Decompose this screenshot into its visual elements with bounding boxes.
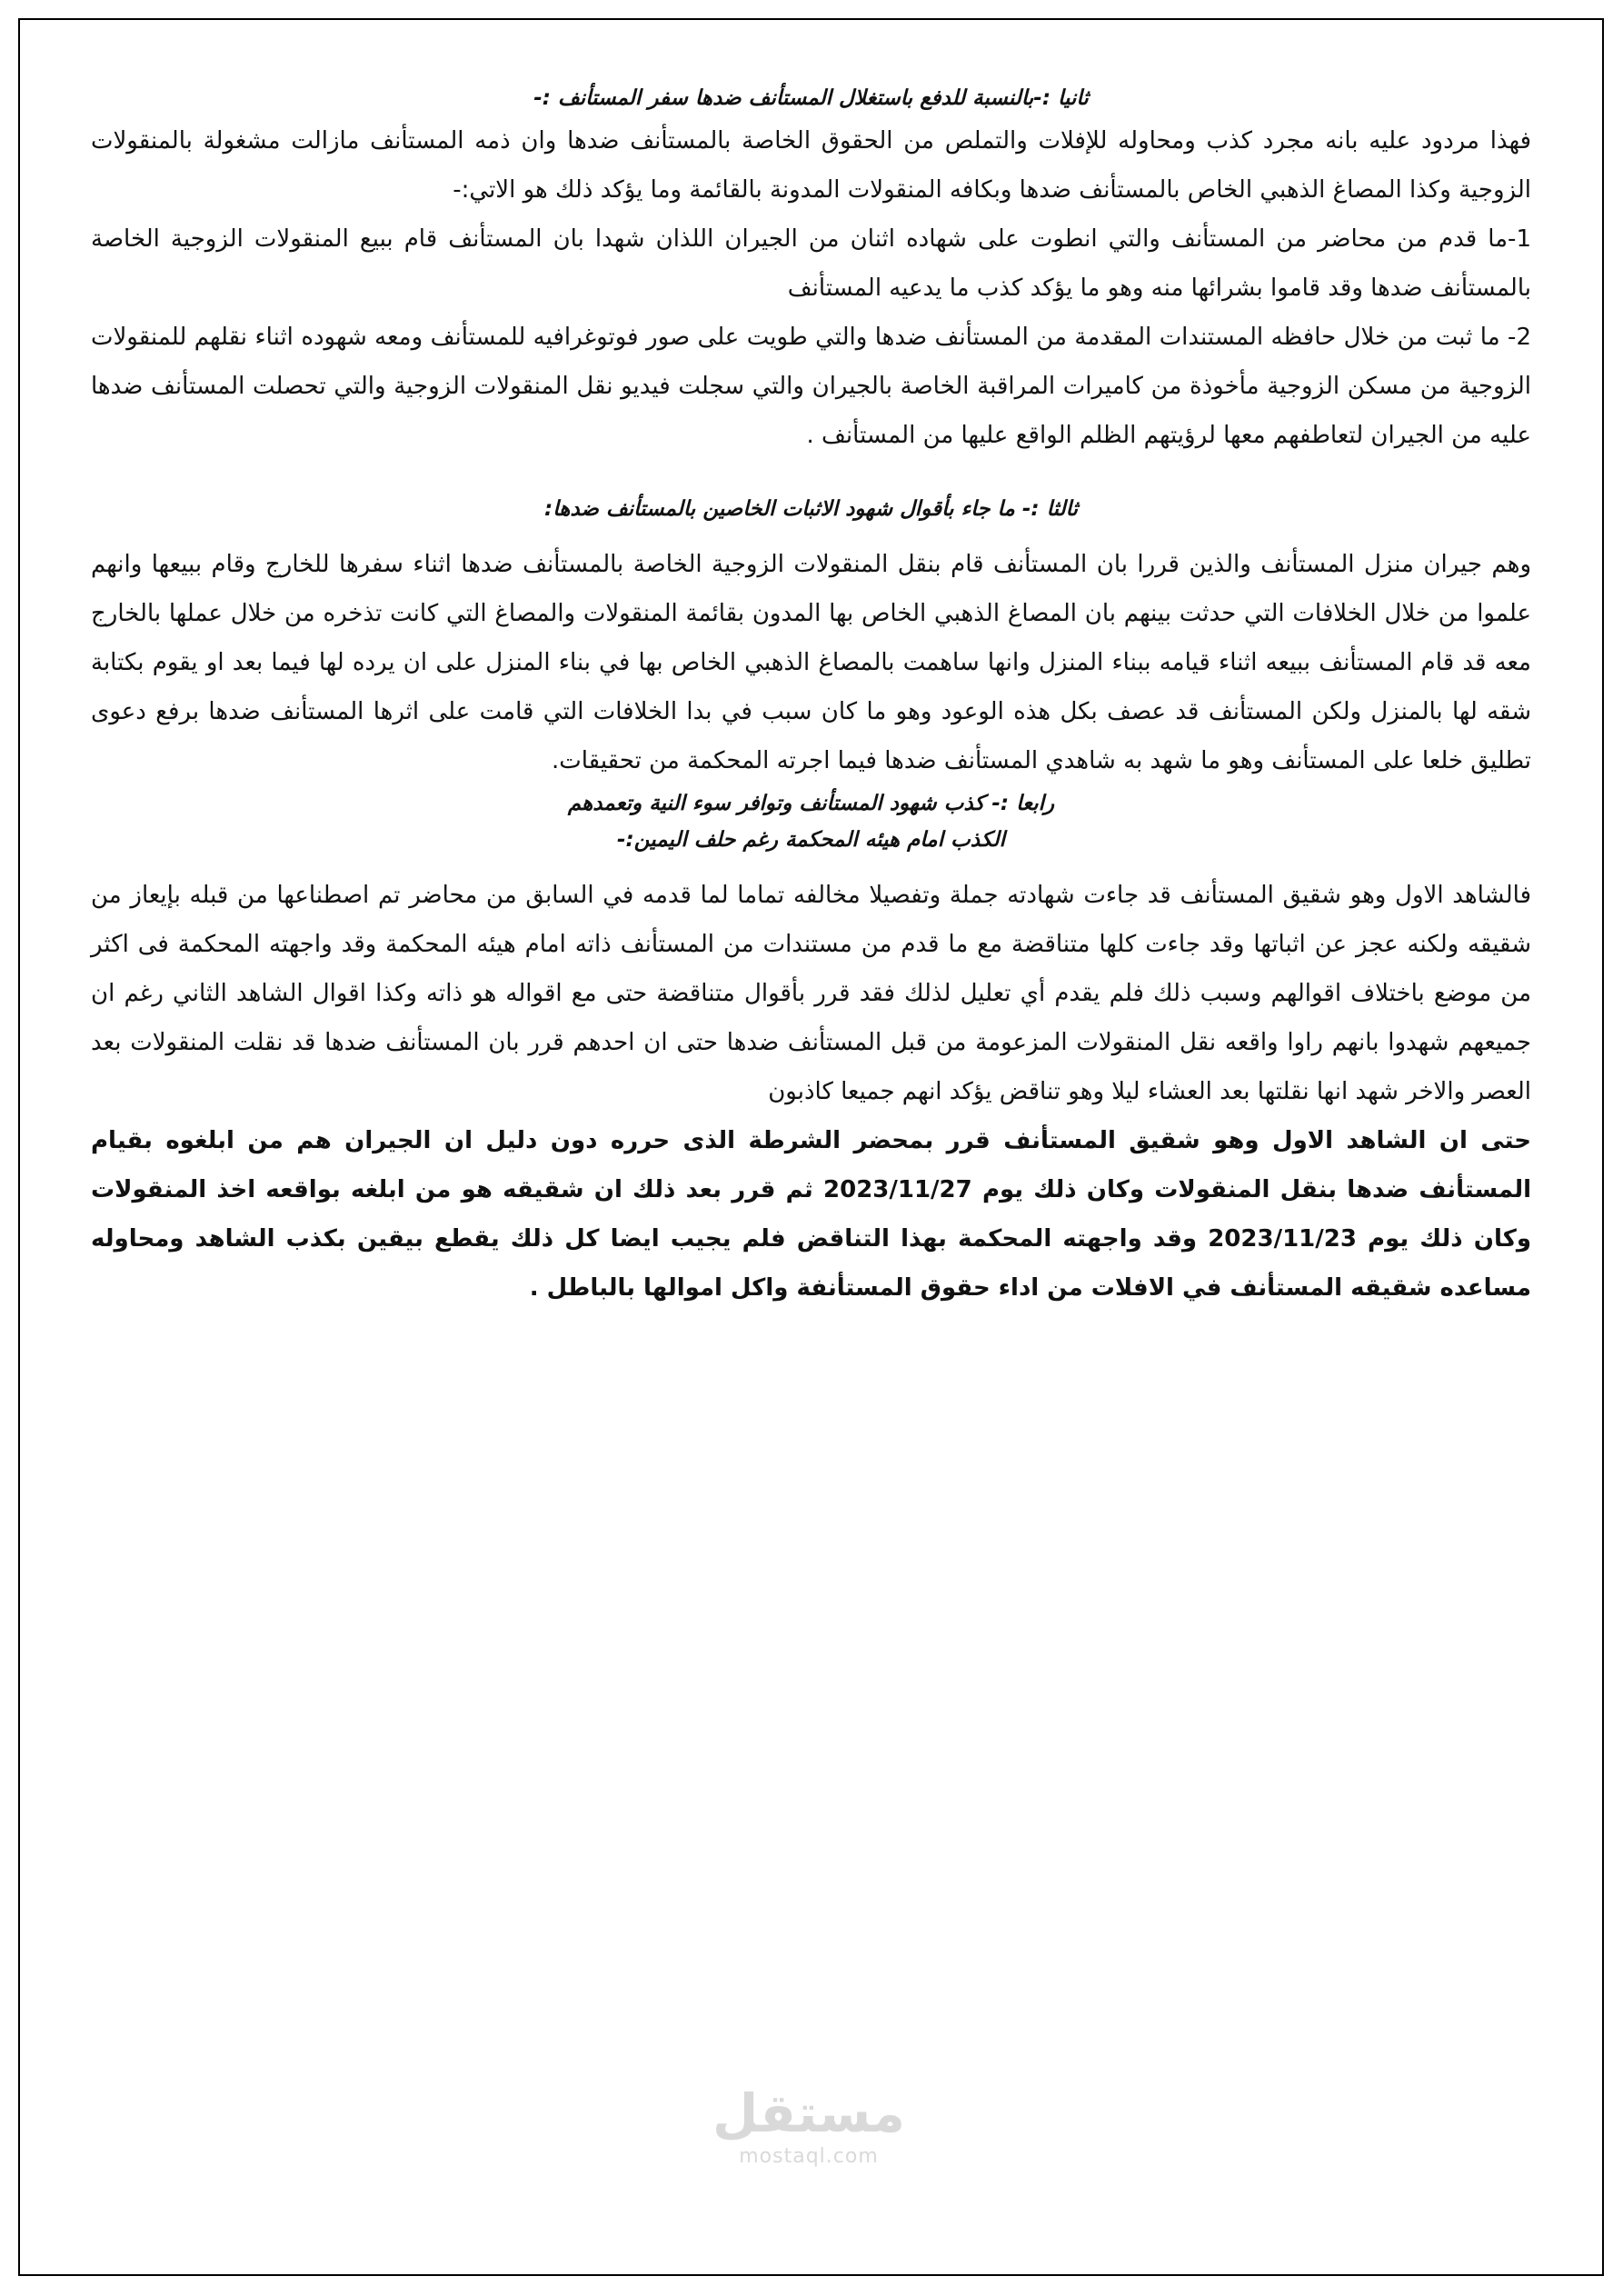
section-4-heading: رابعا :- كذب شهود المستأنف وتوافر سوء النية وتعمدهم [567, 792, 1055, 815]
watermark-logo-text: مستقل [712, 2082, 906, 2144]
section-4-paragraph-1: فالشاهد الاول وهو شقيق المستأنف قد جاءت شهادته جملة وتفصيلا مخالفه تماما لما قدمه في السابق من محاضر تم اصطناعها من قبله بإيعاز من شقيقه ولكنه عجز عن اثباتها وقد جاءت كلها متناقضة مع ما قدم من مستندات من المستأنف ذاته امام هيئه المحكمة وقد واجهته المحكمة فى اكثر من موضع باختلاف اقوالهم وسبب ذلك فلم يقدم أي تعليل لذلك فقد قرر بأقوال متناقضة حتى مع اقواله هو ذاته وكذا اقوال الشاهد الثاني رغم ان جميعهم شهدوا بانهم راوا واقعه نقل المنقولات المزعومة من قبل المستأنف ضدها حتى ان احدهم قرر بان المستأنف ضدها قد نقلت المنقولات بعد العصر والاخر شهد انها نقلتها بعد العشاء ليلا وهو تناقض يؤكد انهم جميعا كاذبون [91, 882, 1531, 1105]
mostaql-watermark-logo [691, 2081, 927, 2169]
section-2-paragraph-1: فهذا مردود عليه بانه مجرد كذب ومحاوله للإفلات والتملص من الحقوق الخاصة بالمستأنف ضدها وان ذمه المستأنف مازالت مشغولة بالمنقولات الزوجية وكذا المصاغ الذهبي الخاص بالمستأنف ضدها وبكافه المنقولات المدونة بالقائمة وما يؤكد ذلك هو الاتي:- [91, 127, 1531, 204]
document-body [91, 80, 1531, 1313]
section-4-bold-paragraph: حتى ان الشاهد الاول وهو شقيق المستأنف قرر بمحضر الشرطة الذى حرره دون دليل ان الجيران هم من ابلغوه بقيام المستأنف ضدها بنقل المنقولات وكان ذلك يوم 2023/11/27 ثم قرر بعد ذلك ان شقيقه هو من ابلغه بواقعه اخذ المنقولات وكان ذلك يوم 2023/11/23 وقد واجهته المحكمة بهذا التناقض فلم يجيب ايضا كل ذلك يقطع بيقين بكذب الشاهد ومحاوله مساعده شقيقه المستأنف في الافلات من اداء حقوق المستأنفة واكل اموالها بالباطل . [91, 1127, 1532, 1302]
section-2-paragraph-3: 2- ما ثبت من خلال حافظه المستندات المقدمة من المستأنف ضدها والتي طويت على صور فوتوغرافيه للمستأنف ومعه شهوده اثناء نقلهم للمنقولات الزوجية من مسكن الزوجية مأخوذة من كاميرات المراقبة الخاصة بالجيران والتي سجلت فيديو نقل المنقولات الزوجية والتي تحصلت المستأنف ضدها عليه من الجيران لتعاطفهم معها لرؤيتهم الظلم الواقع عليها من المستأنف . [91, 324, 1531, 449]
section-2-heading: ثانيا :-بالنسبة للدفع باستغلال المستأنف ضدها سفر المستأنف :- [533, 86, 1089, 110]
section-4-heading-line-2: الكذب امام هيئه المحكمة رغم حلف اليمين:- [617, 828, 1005, 852]
section-3-heading: ثالثا :- ما جاء بأقوال شهود الاثبات الخاصين بالمستأنف ضدها: [544, 497, 1078, 521]
section-3-paragraph-1: وهم جيران منزل المستأنف والذين قررا بان المستأنف قام بنقل المنقولات الزوجية الخاصة بالمستأنف ضدها اثناء سفرها للخارج وقام ببيعها وانهم علموا من خلال الخلافات التي حدثت بينهم بان المصاغ الذهبي الخاص بها المدون بقائمة المنقولات والمصاغ التي كانت تذخره من خلال عملها بالخارج معه قد قام المستأنف ببيعه اثناء قيامه ببناء المنزل وانها ساهمت بالمصاغ الذهبي الخاص بها في بناء المنزل على ان يرده لها فيما بعد او يقوم بكتابة شقه لها بالمنزل ولكن المستأنف قد عصف بكل هذه الوعود وهو ما كان سبب في بدا الخلافات التي قامت على اثرها المستأنف ضدها برفع دعوى تطليق خلعا على المستأنف وهو ما شهد به شاهدي المستأنف ضدها فيما اجرته المحكمة من تحقيقات. [91, 551, 1531, 774]
section-2-paragraph-2: 1-ما قدم من محاضر من المستأنف والتي انطوت على شهاده اثنان من الجيران اللذان شهدا بان المستأنف قام ببيع المنقولات الزوجية الخاصة بالمستأنف ضدها وقد قاموا بشرائها منه وهو ما يؤكد كذب ما يدعيه المستأنف [91, 225, 1531, 302]
watermark-domain: mostaql.com [739, 2145, 879, 2168]
